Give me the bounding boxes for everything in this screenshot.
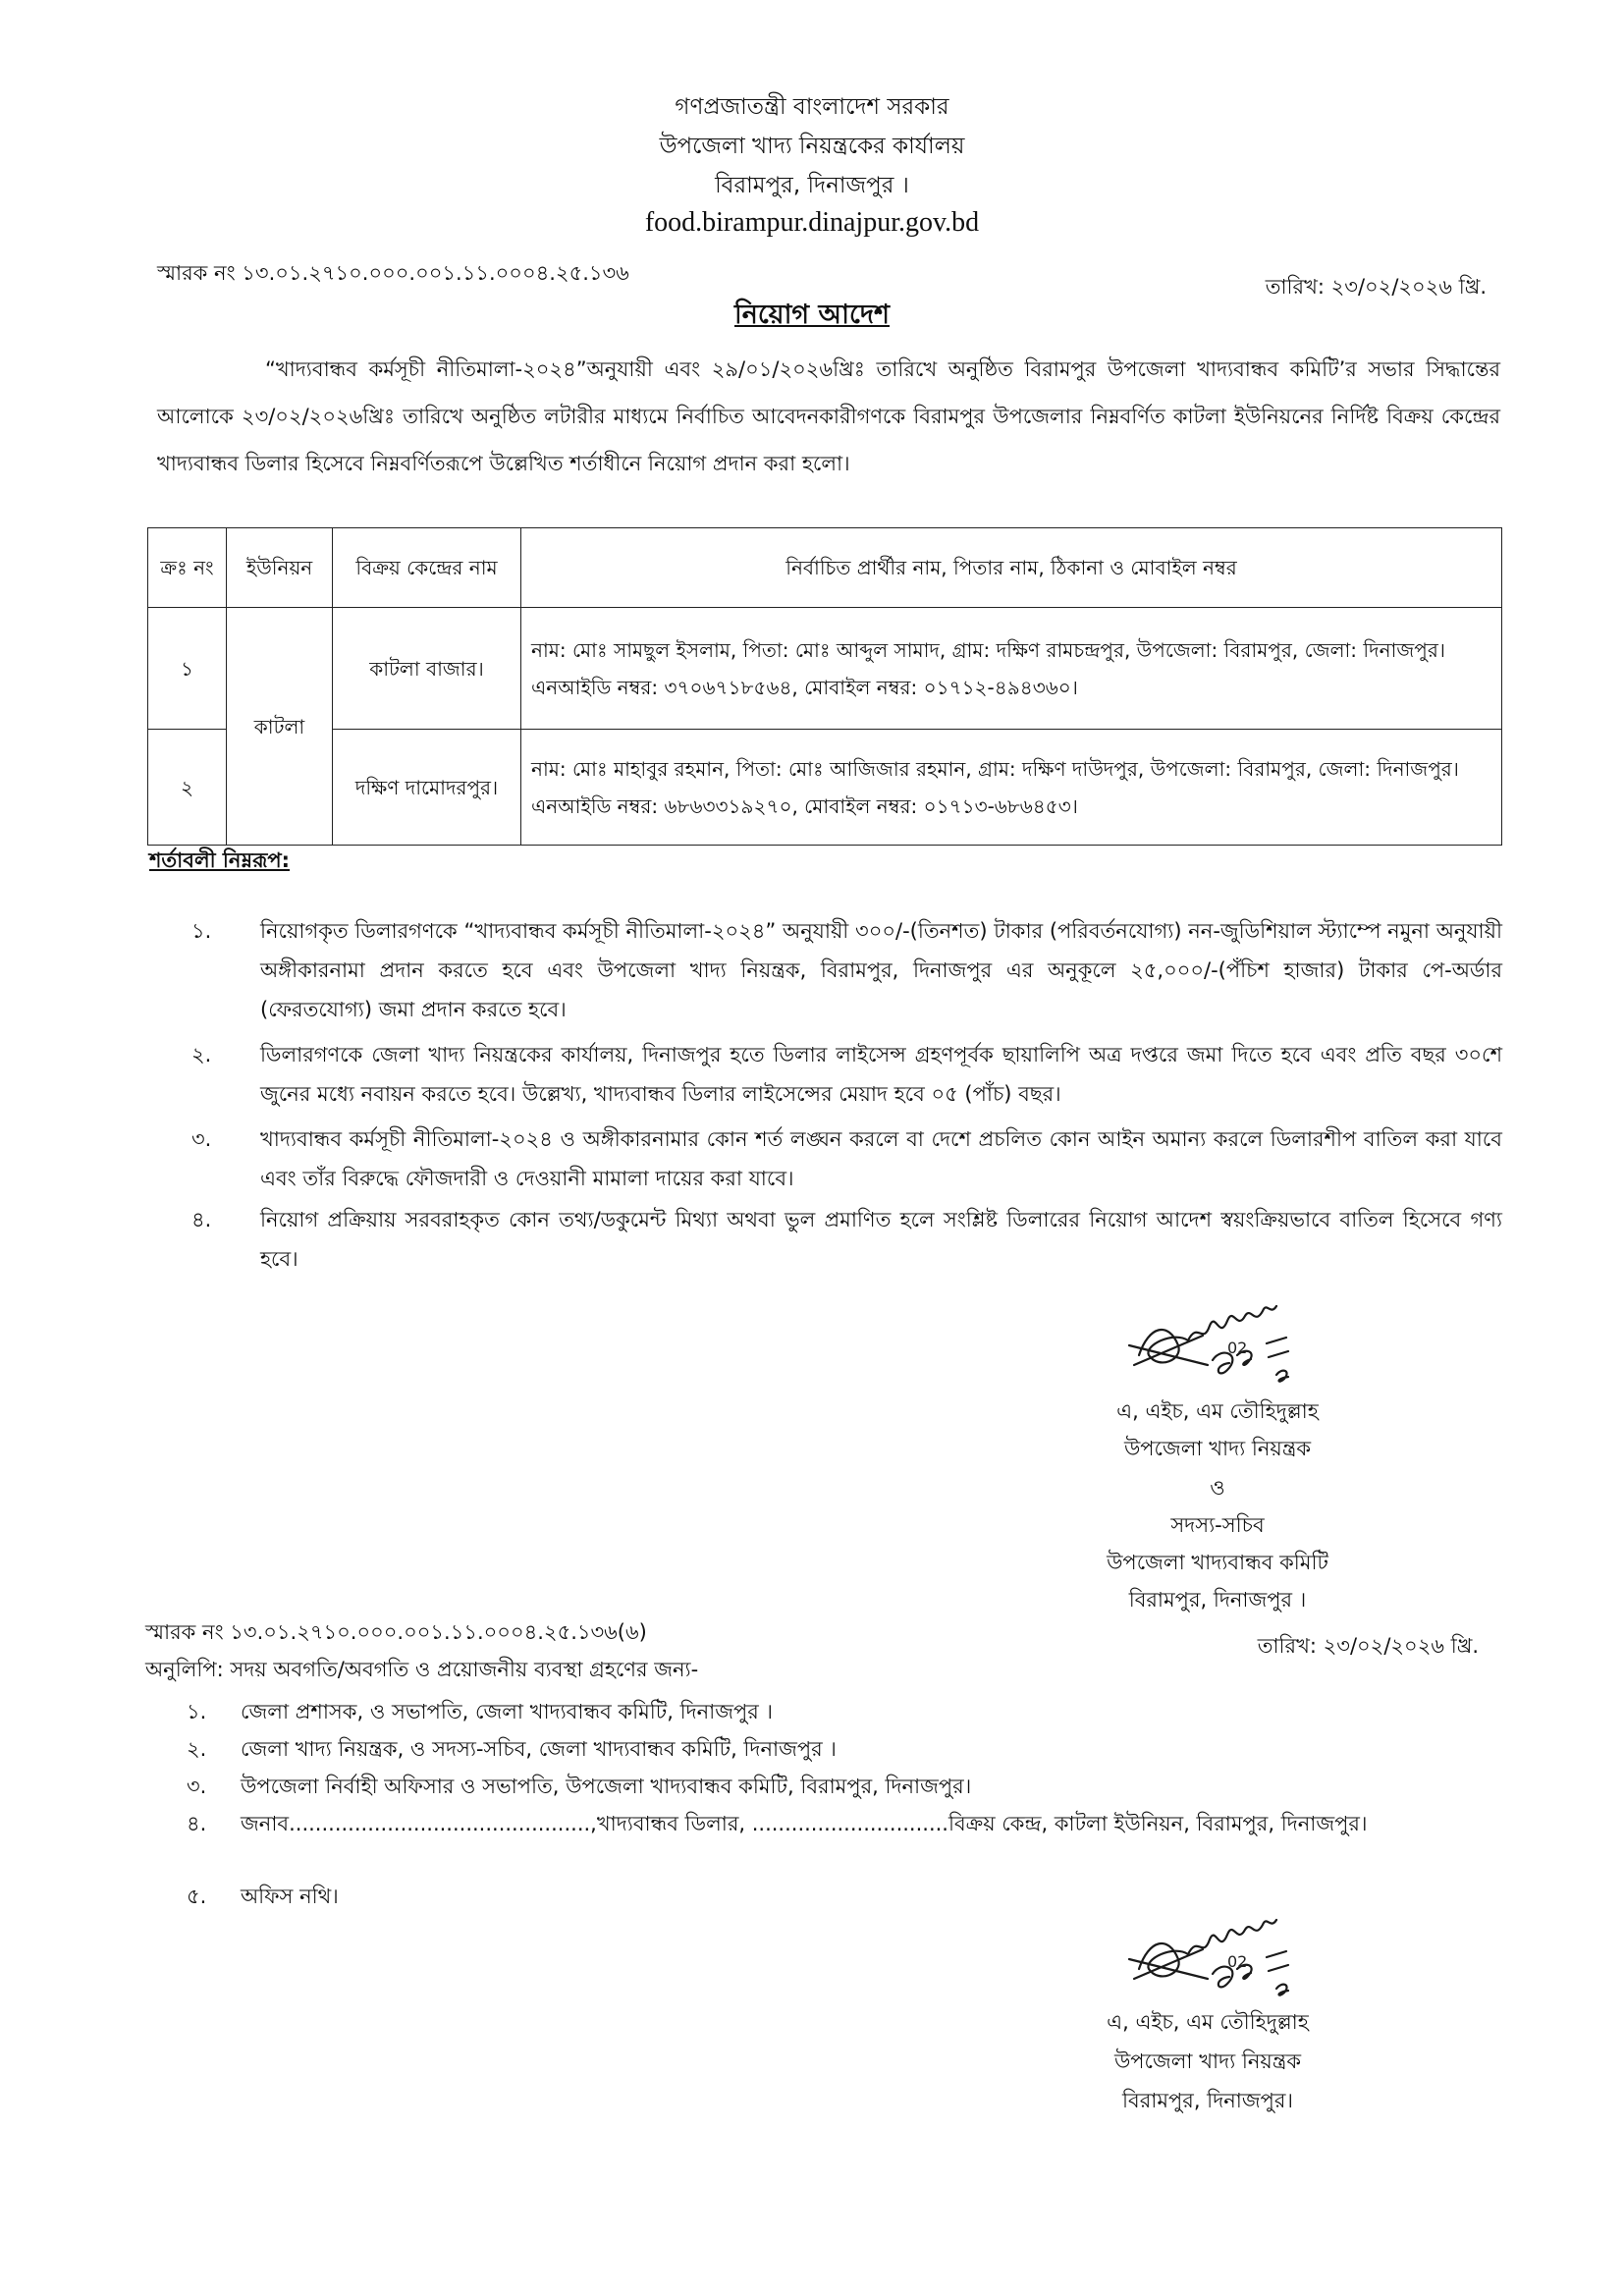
row-center: কাটলা বাজার।: [333, 608, 521, 730]
office-name: উপজেলা খাদ্য নিয়ন্ত্রকের কার্যালয়: [659, 134, 965, 159]
signer-name: এ, এইচ, এম তৌহিদুল্লাহ: [1116, 1399, 1319, 1423]
signer2-title: উপজেলা খাদ্য নিয়ন্ত্রক: [1113, 2050, 1302, 2073]
condition-number: ৩.: [191, 1127, 212, 1151]
condition-item: [191, 1120, 1502, 1198]
memo2-number: স্মারক নং ১৩.০১.২৭১০.০০০.০০১.১১.০০০৪.২৫.১৩৬(৬): [145, 1620, 647, 1644]
condition-number: ৪.: [191, 1208, 212, 1231]
copy-text: অফিস নথি।: [241, 1885, 339, 1908]
dealer-table: [147, 527, 1502, 846]
condition-text: ডিলারগণকে জেলা খাদ্য নিয়ন্ত্রকের কার্যালয়, দিনাজপুর হতে ডিলার লাইসেন্স গ্রহণপূর্বক ছায়ালিপি অত্র দপ্তরে জমা দিতে হবে এবং প্রতি বছর ৩০শে জুনের মধ্যে নবায়ন করতে হবে। উল্লেখ্য, খাদ্যবান্ধব ডিলার লাইসেন্সের মেয়াদ হবে ০৫ (পাঁচ) বছর।: [260, 1043, 1502, 1106]
condition-number: ২.: [191, 1043, 212, 1066]
header-serial: ক্রঃ নং: [148, 528, 227, 608]
svg-text:02: 02: [1227, 1339, 1248, 1357]
conditions-heading: শর্তাবলী নিম্নরূপ:: [149, 848, 291, 872]
memo-number: স্মারক নং ১৩.০১.২৭১০.০০০.০০১.১১.০০০৪.২৫.১৩৬: [157, 261, 629, 285]
row-serial: ১: [148, 608, 227, 730]
row-details: নাম: মোঃ মাহাবুর রহমান, পিতা: মোঃ আজিজার রহমান, গ্রাম: দক্ষিণ দাউদপুর, উপজেলা: বিরামপুর, জেলা: দিনাজপুর। এনআইডি নম্বর: ৬৮৬৩৩১৯২৭০, মোবাইল নম্বর: ০১৭১৩-৬৮৬৪৫৩।: [521, 730, 1502, 846]
svg-text:02: 02: [1227, 1952, 1248, 1971]
copy-item: [187, 1768, 1502, 1805]
table-row: [148, 730, 1502, 846]
header-center: বিক্রয় কেন্দ্রের নাম: [333, 528, 521, 608]
signer-role: সদস্য-সচিব: [1170, 1513, 1265, 1537]
condition-text: খাদ্যবান্ধব কর্মসূচী নীতিমালা-২০২৪ ও অঙ্গীকারনামার কোন শর্ত লঙ্ঘন করলে বা দেশে প্রচলিত কোন আইন অমান্য করলে ডিলারশীপ বাতিল করা যাবে এবং তাঁর বিরুদ্ধে ফৌজদারী ও দেওয়ানী মামালা দায়ের করা যাবে।: [260, 1127, 1502, 1190]
copy-text: জনাব..............................................,খাদ্যবান্ধব ডিলার, ..............................বিক্রয় কেন্দ্র, কাটলা ইউনিয়ন, বিরামপুর, দিনাজপুর।: [241, 1812, 1368, 1835]
office-location: বিরামপুর, দিনাজপুর ।: [715, 173, 909, 198]
govt-name: গণপ্রজাতন্ত্রী বাংলাদেশ সরকার: [675, 94, 949, 120]
copy-item: [187, 1805, 1502, 1880]
copy-text: জেলা প্রশাসক, ও সভাপতি, জেলা খাদ্যবান্ধব কমিটি, দিনাজপুর ।: [241, 1700, 774, 1723]
row-center: দক্ষিণ দামোদরপুর।: [333, 730, 521, 846]
signer-place: বিরামপুর, দিনাজপুর ।: [1128, 1588, 1307, 1612]
signature-image: [1119, 1286, 1316, 1394]
intro-paragraph: “খাদ্যবান্ধব কর্মসূচী নীতিমালা-২০২৪”অনুযায়ী এবং ২৯/০১/২০২৬খ্রিঃ তারিখে অনুষ্ঠিত বিরামপুর উপজেলা খাদ্যবান্ধব কমিটি’র সভার সিদ্ধান্তের আলোকে ২৩/০২/২০২৬খ্রিঃ তারিখে অনুষ্ঠিত লটারীর মাধ্যমে নির্বাচিত আবেদনকারীগণকে বিরামপুর উপজেলার নিম্নবর্ণিত কাটলা ইউনিয়নের নির্দিষ্ট বিক্রয় কেন্দ্রের খাদ্যবান্ধব ডিলার হিসেবে নিম্নবর্ণিতরূপে উল্লেখিত শর্তাধীনে নিয়োগ প্রদান করা হলো।: [157, 357, 1500, 475]
header-details: নির্বাচিত প্রার্থীর নাম, পিতার নাম, ঠিকানা ও মোবাইল নম্বর: [521, 528, 1502, 608]
memo-date: তারিখ: ২৩/০২/২০২৬ খ্রি.: [1265, 275, 1487, 299]
condition-item: [191, 911, 1502, 1029]
copy-number: ২.: [187, 1737, 207, 1761]
table-row: [148, 608, 1502, 730]
signature-image: [1119, 1900, 1316, 2008]
row-union: কাটলা: [227, 608, 333, 846]
row-details: নাম: মোঃ সামছুল ইসলাম, পিতা: মোঃ আব্দুল সামাদ, গ্রাম: দক্ষিণ রামচন্দ্রপুর, উপজেলা: বিরামপুর, জেলা: দিনাজপুর। এনআইডি নম্বর: ৩৭০৬৭১৮৫৬৪, মোবাইল নম্বর: ০১৭১২-৪৯৪৩৬০।: [521, 608, 1502, 730]
signer-committee: উপজেলা খাদ্যবান্ধব কমিটি: [1107, 1551, 1328, 1574]
copy-item: [187, 1730, 1502, 1768]
header-union: ইউনিয়ন: [227, 528, 333, 608]
memo2-date: তারিখ: ২৩/০২/২০২৬ খ্রি.: [1257, 1634, 1479, 1658]
copy-number: ৪.: [187, 1812, 207, 1835]
copy-text: জেলা খাদ্য নিয়ন্ত্রক, ও সদস্য-সচিব, জেলা খাদ্যবান্ধব কমিটি, দিনাজপুর ।: [241, 1737, 837, 1761]
condition-item: [191, 1200, 1502, 1279]
table-header-row: [148, 528, 1502, 608]
row-serial: ২: [148, 730, 227, 846]
copy-number: ১.: [187, 1700, 207, 1723]
condition-item: [191, 1035, 1502, 1114]
copy-heading: অনুলিপি: সদয় অবগতি/অবগতি ও প্রয়োজনীয় ব্যবস্থা গ্রহণের জন্য-: [145, 1658, 699, 1681]
page-title: নিয়োগ আদেশ: [733, 300, 891, 330]
condition-text: নিয়োগকৃত ডিলারগণকে “খাদ্যবান্ধব কর্মসূচী নীতিমালা-২০২৪” অনুযায়ী ৩০০/-(তিনশত) টাকার (পরিবর্তনযোগ্য) নন-জুডিশিয়াল স্ট্যাম্পে নমুনা অনুযায়ী অঙ্গীকারনামা প্রদান করতে হবে এবং উপজেলা খাদ্য নিয়ন্ত্রক, বিরামপুর, দিনাজপুর এর অনুকূলে ২৫,০০০/-(পঁচিশ হাজার) টাকার পে-অর্ডার (ফেরতযোগ্য) জমা প্রদান করতে হবে।: [260, 919, 1502, 1021]
copy-item: [187, 1693, 1502, 1730]
condition-number: ১.: [191, 919, 212, 943]
signer2-name: এ, এইচ, এম তৌহিদুল্লাহ: [1107, 2010, 1309, 2034]
office-website: food.birampur.dinajpur.gov.bd: [644, 207, 980, 238]
copy-number: ৩.: [187, 1775, 207, 1798]
copy-number: ৫.: [187, 1885, 207, 1908]
signer-and: ও: [1210, 1476, 1225, 1500]
signer2-place: বিরামপুর, দিনাজপুর।: [1122, 2089, 1293, 2112]
copy-text: উপজেলা নির্বাহী অফিসার ও সভাপতি, উপজেলা খাদ্যবান্ধব কমিটি, বিরামপুর, দিনাজপুর।: [241, 1775, 972, 1798]
condition-text: নিয়োগ প্রক্রিয়ায় সরবরাহকৃত কোন তথ্য/ডকুমেন্ট মিথ্যা অথবা ভুল প্রমাণিত হলে সংশ্লিষ্ট ডিলারের নিয়োগ আদেশ স্বয়ংক্রিয়ভাবে বাতিল হিসেবে গণ্য হবে।: [260, 1208, 1502, 1271]
signer-title: উপজেলা খাদ্য নিয়ন্ত্রক: [1123, 1437, 1312, 1460]
